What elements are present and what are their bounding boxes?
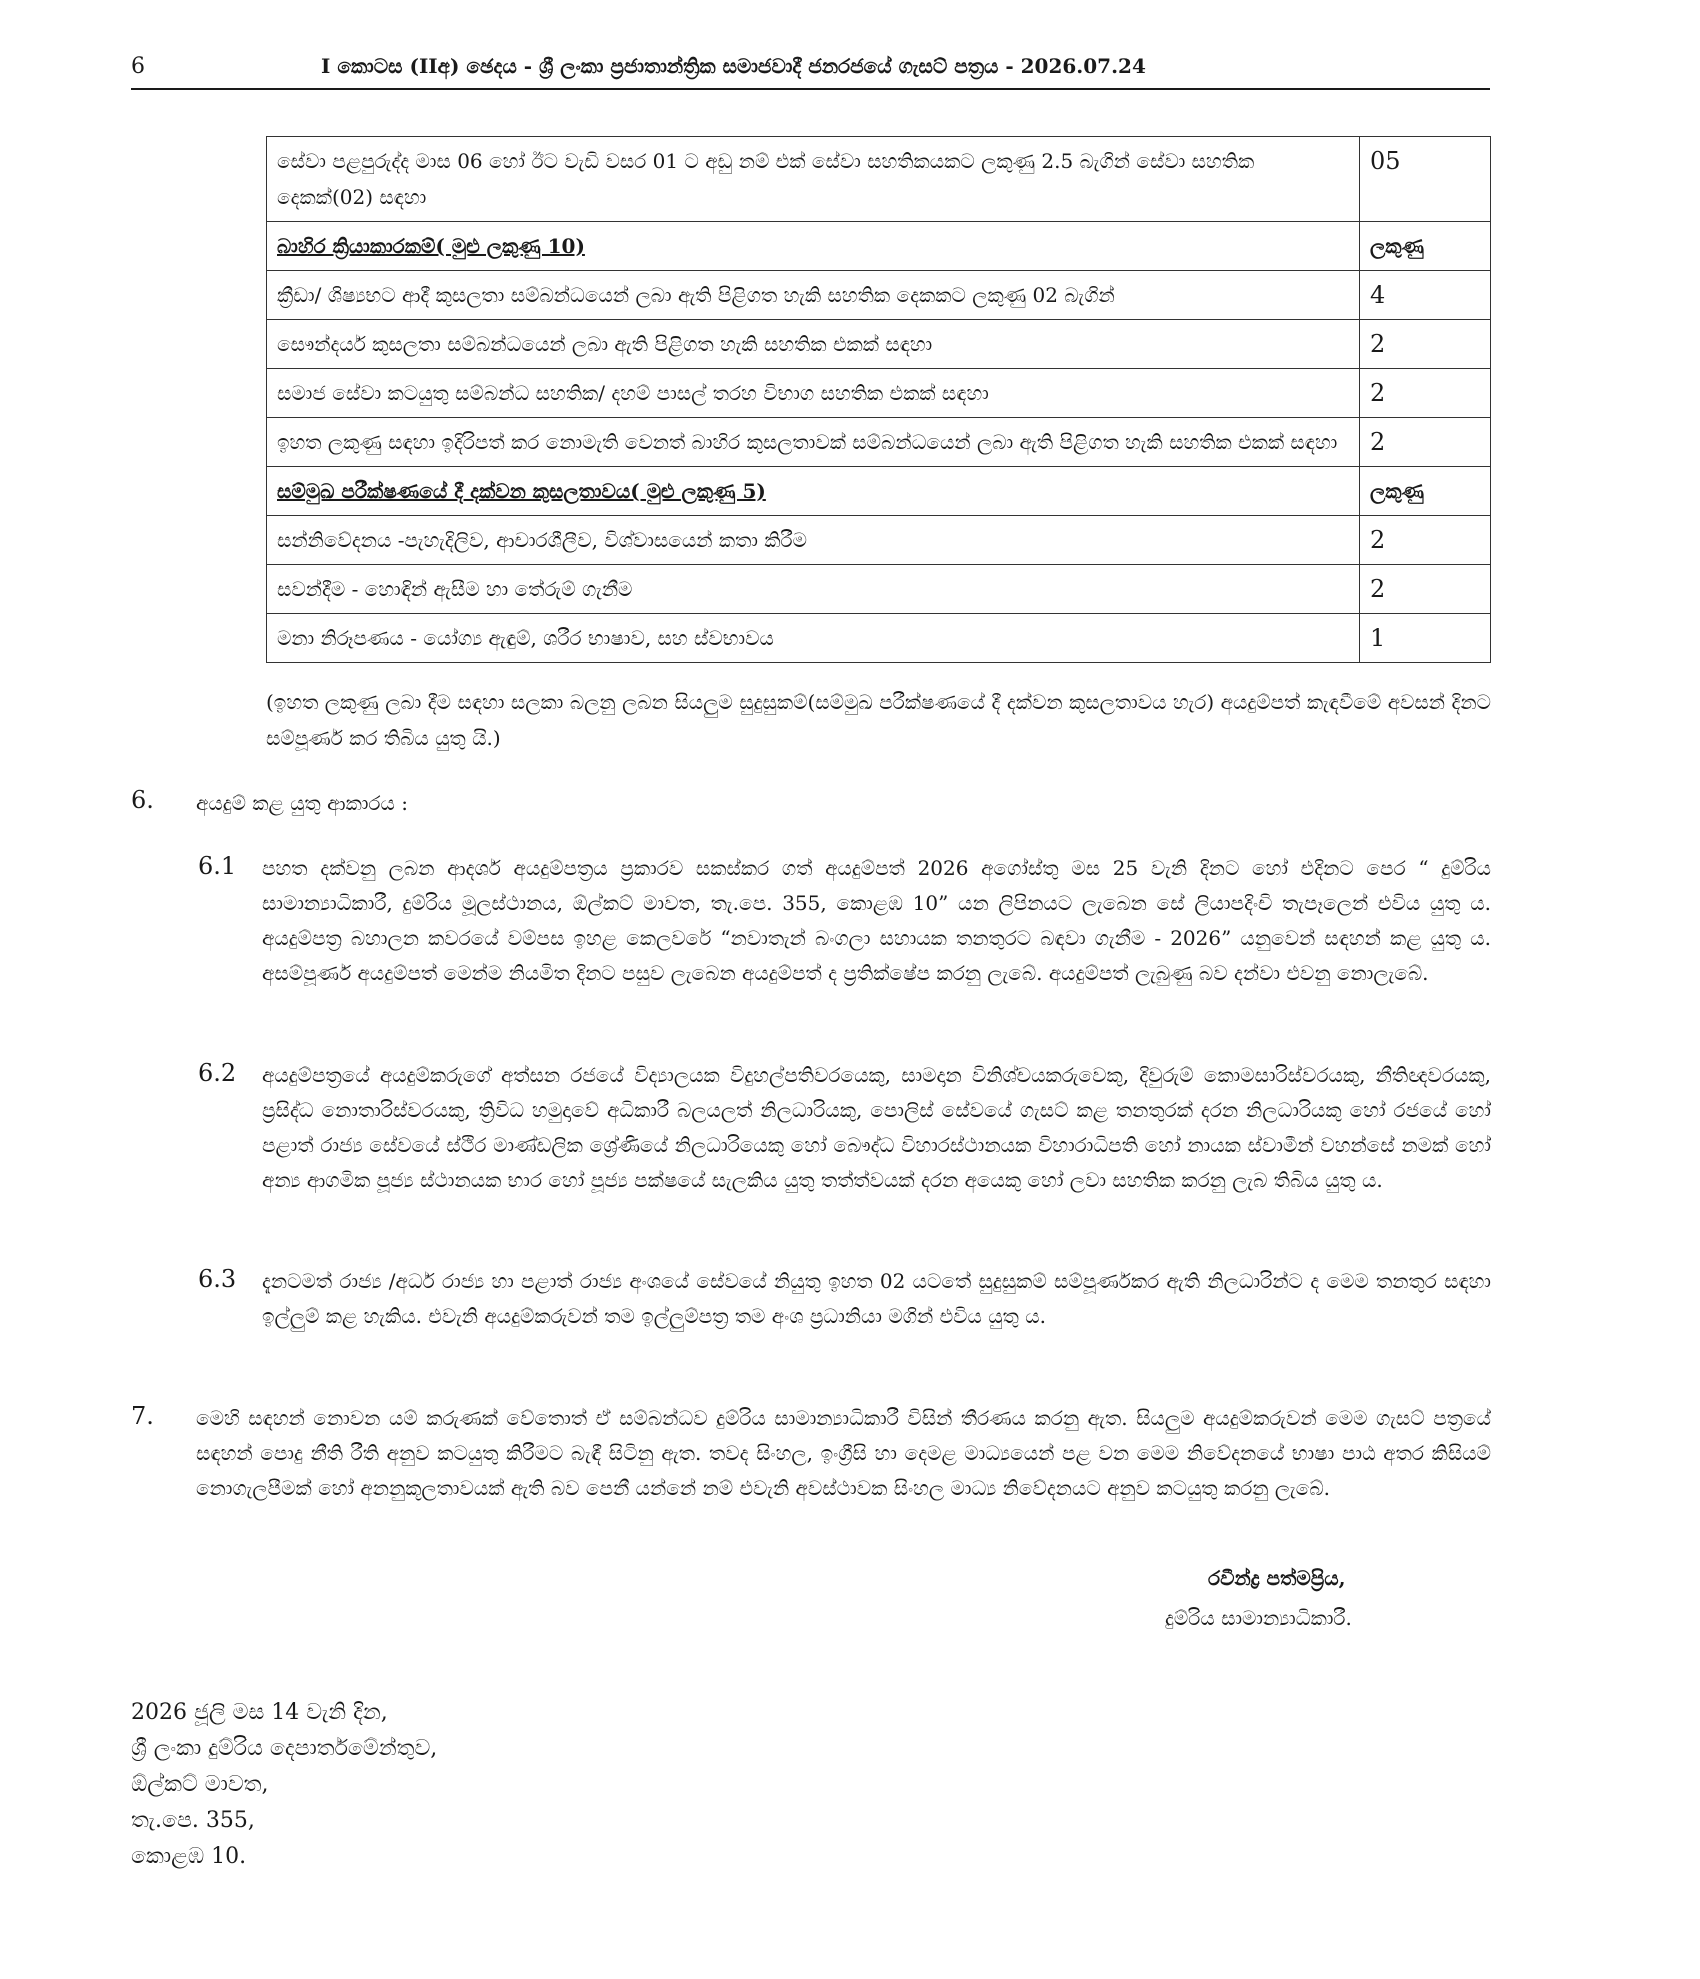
table-row <box>267 271 1491 320</box>
marks-cell: 2 <box>1360 516 1491 565</box>
address-line: තැ.පෙ. 355, <box>131 1808 255 1833</box>
table-heading-row <box>267 467 1491 516</box>
address-line: ශ්‍රී ලංකා දුම්රිය දෙපාර්තමේන්තුව, <box>131 1736 438 1761</box>
item-6-2-number: 6.2 <box>198 1059 237 1087</box>
item-6-1-text: පහත දක්වනු ලබන ආදර්ශ අයදුම්පත්‍රය ප්‍රකාරව සකස්කර ගත් අයදුම්පත් 2026 අගෝස්තු මස 25 වැනි දිනට හෝ එදිනට පෙර “ දුම්රිය සාමාන්‍යාධිකාරී, දුම්රිය මූලස්ථානය, ඕල්කට් මාවත, තැ.පෙ. 355, කොළඹ 10” යන ලිපිනයට ලැබෙන සේ ලියාපදිංචි තැපෑලෙන් එවිය යුතු ය. අයදුම්පත්‍ර බහාලන කවරයේ වම්පස ඉහළ කෙලවරේ “නවාතැන් බංගලා සහායක තනතුරට බඳවා ගැනීම - 2026” යනුවෙන් සඳහන් කළ යුතු ය. අසම්පූර්ණ අයදුම්පත් මෙන්ම නියමිත දිනට පසුව ලැබෙන අයදුම්පත් ද ප්‍රතික්ෂේප කරනු ලැබේ. අයදුම්පත් ලැබුණු බව දන්වා එවනු නොලැබේ. <box>262 856 1491 985</box>
address-line: ඕල්කට් මාවත, <box>131 1772 269 1797</box>
table-note: (ඉහත ලකුණු ලබා දීම සඳහා සලකා බලනු ලබන සියලුම සුදුසුකම්(සම්මුඛ පරීක්ෂණයේ දී දක්වන කුසලතාවය හැර) අයදුම්පත් කැඳවීමේ අවසන් දිනට සම්පූර්ණ කර තිබිය යුතු යි.) <box>266 690 1491 750</box>
table-row <box>267 137 1491 222</box>
table-row <box>267 418 1491 467</box>
table-heading-row <box>267 222 1491 271</box>
criterion-cell: සේවා පළපුරුද්ද මාස 06 හෝ ඊට වැඩි වසර 01 ට අඩු නම් එක් සේවා සහතිකයකට ලකුණු 2.5 බැගින් සේවා සහතික දෙකක්(02) සඳහා <box>267 137 1360 222</box>
table-row <box>267 614 1491 663</box>
criterion-cell: ඉහත ලකුණු සඳහා ඉදිරිපත් කර නොමැති වෙනත් බාහිර කුසලතාවක් සම්බන්ධයෙන් ලබා ඇති පිළිගත හැකි සහතික එකක් සඳහා <box>267 418 1360 467</box>
section-6-number: 6. <box>131 786 154 814</box>
address-line: 2026 ජූලි මස 14 වැනි දින, <box>131 1700 388 1725</box>
marks-cell: 2 <box>1360 320 1491 369</box>
criterion-cell: මනා නිරූපණය - යෝග්‍ය ඇඳුම්, ශරීර භාෂාව, සහ ස්වභාවය <box>267 614 1360 663</box>
marks-table <box>266 136 1491 663</box>
address-line: කොළඹ 10. <box>131 1844 247 1869</box>
item-6-1-number: 6.1 <box>198 852 237 880</box>
criterion-cell: සමාජ සේවා කටයුතු සම්බන්ධ සහතික/ දහම් පාසල් තරහ විභාග සහතික එකක් සඳහා <box>267 369 1360 418</box>
marks-cell: 05 <box>1360 137 1491 222</box>
table-row <box>267 516 1491 565</box>
table-row <box>267 565 1491 614</box>
marks-heading: ලකුණු <box>1360 222 1491 271</box>
marks-cell: 2 <box>1360 418 1491 467</box>
marks-cell: 1 <box>1360 614 1491 663</box>
table-row <box>267 369 1491 418</box>
criterion-cell: සවන්දීම - හොඳින් ඇසීම හා තේරුම් ගැනීම <box>267 565 1360 614</box>
signatory-title: දුම්රිය සාමාන්‍යාධිකාරී. <box>1165 1606 1352 1630</box>
criterion-cell: සන්නිවේදනය -පැහැදිලිව, ආචාරශීලීව, විශ්වාසයෙන් කතා කිරීම <box>267 516 1360 565</box>
item-6-3-text: දැනටමත් රාජ්‍ය /අර්ධ රාජ්‍ය හා පළාත් රාජ්‍ය අංශයේ සේවයේ නියුතු ඉහත 02 යටතේ සුදුසුකම් සම්පූර්ණකර ඇති නිලධාරින්ට ද මෙම තනතුර සඳහා ඉල්ලුම් කළ හැකිය. එවැනි අයදුම්කරුවන් තම ඉල්ලුම්පත්‍ර තම අංශ ප්‍රධානියා මගින් එවිය යුතු ය. <box>262 1269 1491 1328</box>
criterion-cell: සෞන්දර්ය කුසලතා සම්බන්ධයෙන් ලබා ඇති පිළිගත හැකි සහතික එකක් සඳහා <box>267 320 1360 369</box>
category-heading: සම්මුඛ පරීක්ෂණයේ දී දක්වන කුසලතාවය( මුළු ලකුණු 5) <box>267 467 1360 516</box>
item-6-3-number: 6.3 <box>198 1265 237 1293</box>
page-number: 6 <box>131 54 145 79</box>
criterion-cell: ක්‍රීඩා/ ශිෂ්‍යභට ආදී කුසලතා සම්බන්ධයෙන් ලබා ඇති පිළිගත හැකි සහතික දෙකකට ලකුණු 02 බැගින් <box>267 271 1360 320</box>
marks-heading: ලකුණු <box>1360 467 1491 516</box>
item-6-2-text: අයදුම්පත්‍රයේ අයදුම්කරුගේ අත්සන රජයේ විද්‍යාලයක විදුහල්පතිවරයෙකු, සාමදාන විනිශ්චයකරුවෙකු, දිවුරුම් කොමසාරිස්වරයකු, නීතිඥවරයකු, ප්‍රසිද්ධ නොතාරිස්වරයකු, ත්‍රිවිධ හමුදාවේ අධිකාරී බලයලත් නිලධාරියකු, පොලිස් සේවයේ ගැසට් කළ තනතුරක් දරන නිලධාරියකු හෝ රජයේ හෝ පළාත් රාජ්‍ය සේවයේ ස්ථිර මාණ්ඩලික ශ්‍රේණියේ නිලධාරියෙකු හෝ බෞද්ධ විහාරස්ථානයක විහාරාධිපති හෝ නායක ස්වාමීන් වහන්සේ නමක් හෝ අන්‍ය ආගමික පූජ්‍ය ස්ථානයක භාර හෝ පූජ්‍ය පක්ෂයේ සැලකිය යුතු තත්ත්වයක් දරන අයෙකු හෝ ලවා සහතික කරනු ලැබ තිබිය යුතු ය. <box>262 1063 1491 1192</box>
marks-cell: 4 <box>1360 271 1491 320</box>
section-7-number: 7. <box>131 1402 154 1430</box>
signatory-name: රවීන්ද්‍ර පත්මප්‍රිය, <box>1208 1566 1346 1590</box>
marks-cell: 2 <box>1360 369 1491 418</box>
address-block <box>131 1695 437 1875</box>
marks-cell: 2 <box>1360 565 1491 614</box>
page-header <box>131 50 1490 90</box>
section-6-heading: අයදුම් කළ යුතු ආකාරය : <box>196 791 408 815</box>
section-7-text: මෙහි සඳහන් නොවන යම් කරුණක් වේතොත් ඒ සම්බන්ධව දුම්රිය සාමාන්‍යාධිකාරී විසින් තීරණය කරනු ඇත. සියලුම අයදුම්කරුවන් මෙම ගැසට් පත්‍රයේ සඳහන් පොදු නීති රීති අනුව කටයුතු කිරීමට බැඳී සිටිනු ඇත. තවද සිංහල, ඉංග්‍රීසි හා දෙමළ මාධ්‍යයෙන් පළ වන මෙම නිවේදනයේ භාෂා පාඨ අතර කිසියම් නොගැලපීමක් හෝ අනනුකූලතාවයක් ඇති බව පෙනී යන්නේ නම් එවැනි අවස්ථාවක සිංහල මාධ්‍ය නිවේදනයට අනුව කටයුතු කරනු ලැබේ. <box>196 1406 1491 1500</box>
gazette-title: I කොටස (IIඅ) ඡෙදය - ශ්‍රී ලංකා ප්‍රජාතාන්ත්‍රික සමාජවාදී ජනරජයේ ගැසට් පත්‍රය - 2026.07.24 <box>321 54 1146 78</box>
table-row <box>267 320 1491 369</box>
category-heading: බාහිර ක්‍රියාකාරකම්( මුළු ලකුණු 10) <box>267 222 1360 271</box>
